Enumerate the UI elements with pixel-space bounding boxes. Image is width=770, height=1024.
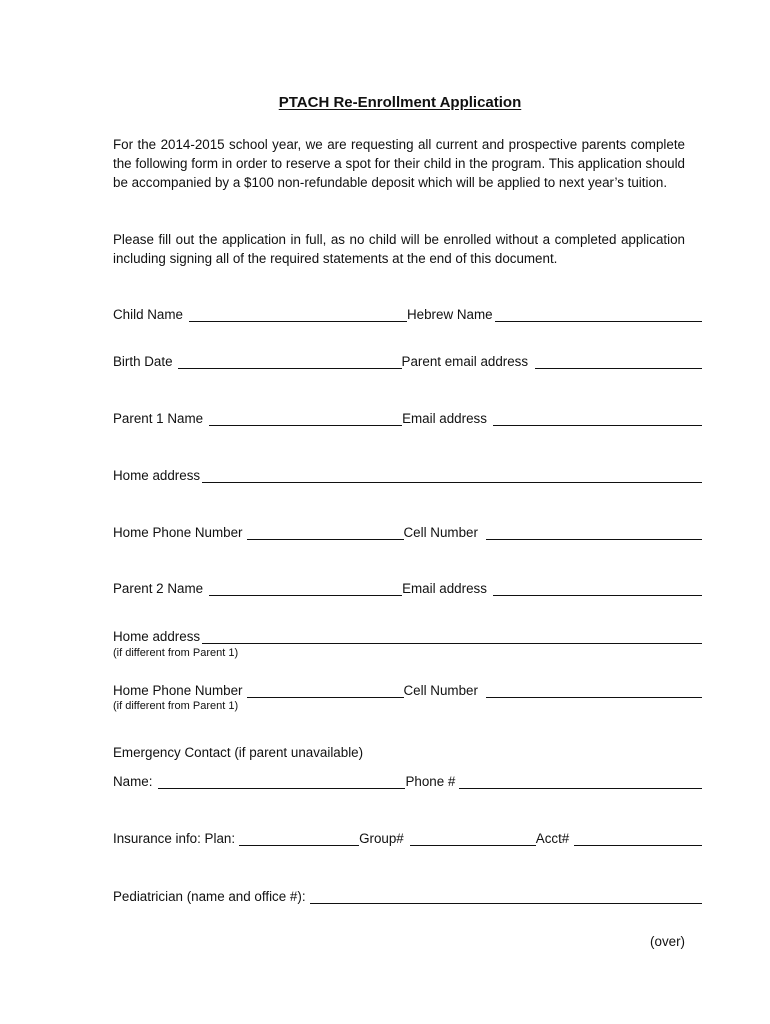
insurance-plan-input[interactable] xyxy=(239,830,359,846)
row-insurance xyxy=(113,829,702,848)
parent-email-input[interactable] xyxy=(535,353,702,369)
intro-paragraph: For the 2014-2015 school year, we are requesting all current and prospective parents complete the following form in order to reserve a spot for their child in the program. This application should be accompanied by a $100 non-refundable deposit which will be applied to next year’s tuition. xyxy=(113,137,685,190)
emergency-phone-input[interactable] xyxy=(459,773,702,789)
row-child-name xyxy=(113,305,702,324)
page-title: PTACH Re-Enrollment Application xyxy=(278,94,522,111)
home-address-label: Home address xyxy=(113,468,201,483)
cell-number-input[interactable] xyxy=(486,524,702,540)
home-phone-label: Home Phone Number xyxy=(113,525,243,540)
parent2-email-input[interactable] xyxy=(493,580,702,596)
parent1-name-label: Parent 1 Name xyxy=(113,411,204,426)
insurance-group-input[interactable] xyxy=(410,830,536,846)
pediatrician-input[interactable] xyxy=(310,888,702,904)
row-home-phone xyxy=(113,523,702,542)
insurance-acct-input[interactable] xyxy=(574,830,702,846)
parent1-name-input[interactable] xyxy=(209,410,402,426)
insurance-acct-label: Acct# xyxy=(535,831,570,846)
row-parent1 xyxy=(113,409,702,428)
emergency-contact-heading: Emergency Contact (if parent unavailable) xyxy=(113,745,364,760)
hebrew-name-input[interactable] xyxy=(495,306,702,322)
parent-email-label: Parent email address xyxy=(401,354,529,369)
row-home-address xyxy=(113,466,702,485)
row-parent2 xyxy=(113,579,702,598)
row-parent2-address xyxy=(113,627,702,646)
parent2-cell-number-label: Cell Number xyxy=(403,683,478,698)
pediatrician-label: Pediatrician (name and office #): xyxy=(113,889,306,904)
parent1-email-label: Email address xyxy=(402,411,487,426)
insurance-group-label: Group# xyxy=(359,831,404,846)
instructions-paragraph: Please fill out the application in full, as no child will be enrolled without a completed application including signing all of the required statements at the end of this document. xyxy=(113,232,685,266)
over-note: (over) xyxy=(650,934,685,949)
parent2-name-label: Parent 2 Name xyxy=(113,581,204,596)
cell-number-label: Cell Number xyxy=(403,525,478,540)
row-emergency xyxy=(113,772,702,791)
parent2-home-phone-label: Home Phone Number xyxy=(113,683,243,698)
row-birth-date xyxy=(113,352,702,371)
row-parent2-phone xyxy=(113,681,702,700)
emergency-phone-label: Phone # xyxy=(405,774,456,789)
row-pediatrician xyxy=(113,887,702,906)
parent2-cell-number-input[interactable] xyxy=(486,682,702,698)
emergency-name-input[interactable] xyxy=(158,773,405,789)
birth-date-label: Birth Date xyxy=(113,354,173,369)
parent2-home-address-label: Home address xyxy=(113,629,201,644)
emergency-name-label: Name: xyxy=(113,774,153,789)
child-name-label: Child Name xyxy=(113,307,183,322)
home-phone-input[interactable] xyxy=(247,524,404,540)
parent2-phone-note: (if different from Parent 1) xyxy=(113,700,239,712)
parent2-email-label: Email address xyxy=(402,581,487,596)
parent2-home-phone-input[interactable] xyxy=(247,682,404,698)
child-name-input[interactable] xyxy=(189,306,407,322)
insurance-plan-label: Insurance info: Plan: xyxy=(113,831,236,846)
hebrew-name-label: Hebrew Name xyxy=(406,307,493,322)
home-address-input[interactable] xyxy=(202,467,702,483)
birth-date-input[interactable] xyxy=(178,353,402,369)
parent2-address-note: (if different from Parent 1) xyxy=(113,647,239,659)
parent2-home-address-input[interactable] xyxy=(202,628,702,644)
parent2-name-input[interactable] xyxy=(209,580,402,596)
parent1-email-input[interactable] xyxy=(493,410,702,426)
